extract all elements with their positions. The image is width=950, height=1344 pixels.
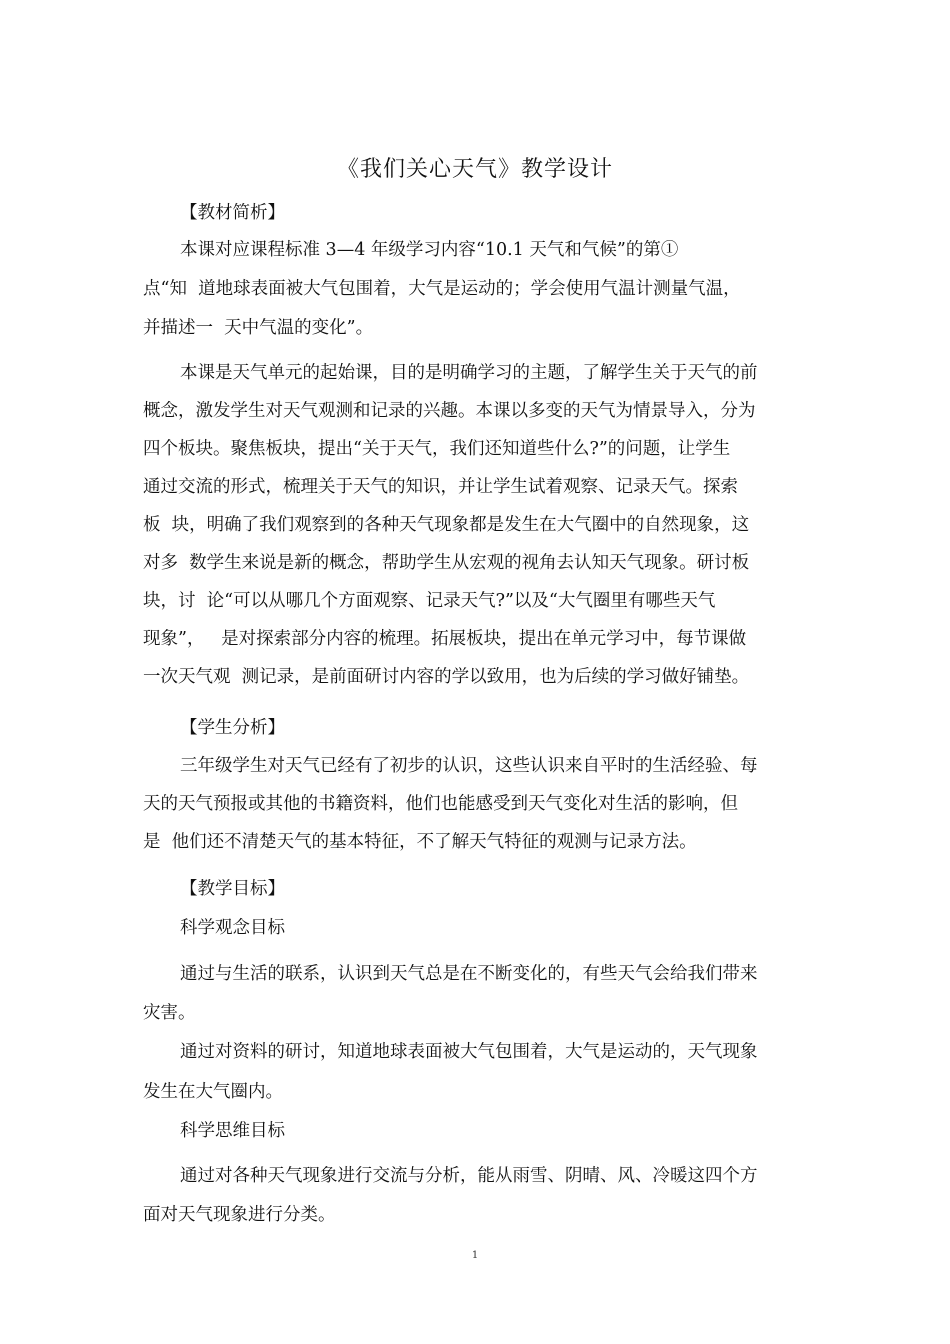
paragraph-line: 面对天气现象进行分类。 — [143, 1205, 336, 1225]
paragraph-line: 是 他们还不清楚天气的基本特征，不了解天气特征的观测与记录方法。 — [143, 832, 697, 852]
paragraph-line: 发生在大气圈内。 — [143, 1082, 283, 1102]
paragraph-line: 板 块，明确了我们观察到的各种天气现象都是发生在大气圈中的自然现象，这 — [143, 515, 750, 535]
paragraph-line: 一次天气观 测记录，是前面研讨内容的学以致用，也为后续的学习做好铺垫。 — [143, 667, 750, 687]
page-title: 《我们关心天气》教学设计 — [336, 157, 613, 182]
paragraph-line: 点“知 道地球表面被大气包围着，大气是运动的；学会使用气温计测量气温， — [143, 279, 741, 299]
subheading-science-concept: 科学观念目标 — [180, 918, 285, 938]
paragraph-line: 通过交流的形式，梳理关于天气的知识，并让学生试着观察、记录天气。探索 — [143, 477, 738, 497]
paragraph-line: 本课对应课程标准 3—4 年级学习内容“10.1 天气和气候”的第① — [180, 240, 679, 260]
heading-textbook-analysis: 【教材简析】 — [180, 203, 285, 223]
paragraph-line: 三年级学生对天气已经有了初步的认识，这些认识来自平时的生活经验、每 — [180, 756, 758, 776]
paragraph-line: 本课是天气单元的起始课，目的是明确学习的主题，了解学生关于天气的前 — [180, 363, 758, 383]
page-number: 1 — [471, 1250, 479, 1261]
paragraph-line: 四个板块。聚焦板块，提出“关于天气，我们还知道些什么?”的问题，让学生 — [143, 439, 731, 459]
subheading-science-thinking: 科学思维目标 — [180, 1121, 285, 1141]
paragraph-line: 并描述一 天中气温的变化”。 — [143, 318, 374, 338]
paragraph-line: 通过对资料的研讨，知道地球表面被大气包围着，大气是运动的，天气现象 — [180, 1042, 758, 1062]
paragraph-line: 现象”， 是对探索部分内容的梳理。拓展板块，提出在单元学习中，每节课做 — [143, 629, 747, 649]
paragraph-line: 灾害。 — [143, 1003, 196, 1023]
paragraph-line: 对多 数学生来说是新的概念，帮助学生从宏观的视角去认知天气现象。研讨板 — [143, 553, 750, 573]
paragraph-line: 块，讨 论“可以从哪几个方面观察、记录天气?”以及“大气圈里有哪些天气 — [143, 591, 716, 611]
heading-teaching-goals: 【教学目标】 — [180, 879, 285, 899]
heading-student-analysis: 【学生分析】 — [180, 718, 285, 738]
paragraph-line: 通过与生活的联系，认识到天气总是在不断变化的，有些天气会给我们带来 — [180, 964, 758, 984]
paragraph-line: 通过对各种天气现象进行交流与分析，能从雨雪、阴晴、风、冷暖这四个方 — [180, 1166, 758, 1186]
paragraph-line: 概念，激发学生对天气观测和记录的兴趣。本课以多变的天气为情景导入，分为 — [143, 401, 756, 421]
paragraph-line: 天的天气预报或其他的书籍资料，他们也能感受到天气变化对生活的影响，但 — [143, 794, 738, 814]
